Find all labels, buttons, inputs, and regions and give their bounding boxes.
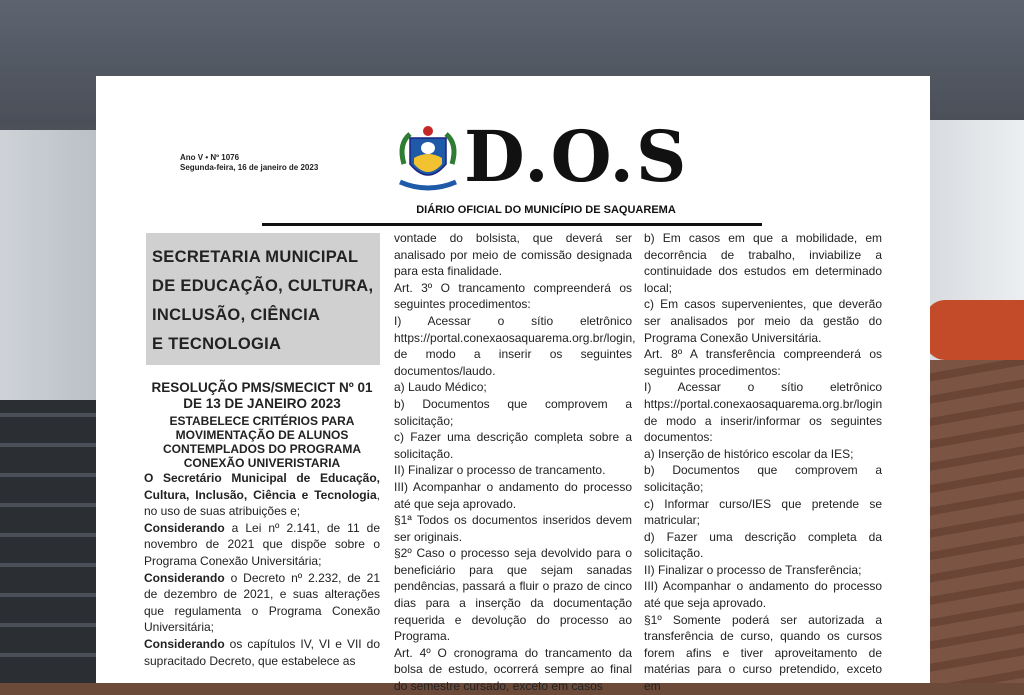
paragraph: a) Laudo Médico;: [394, 380, 487, 395]
resolution-intro: [144, 470, 380, 520]
considerando-text: o Decreto nº 2.232, de 21 de dezembro de 2021, e suas alterações que regulamenta o Programa Conexão Universitária;: [144, 570, 380, 635]
paragraph: I) Acessar o sítio eletrônico https://portal.conexaosaquarema.org.br/login, de modo a inserir os seguintes documentos/laudo.: [394, 313, 636, 378]
coffee-mug: [925, 300, 1024, 360]
paragraph: III) Acompanhar o andamento do processo até que seja aprovado.: [394, 479, 632, 511]
issue-info: [180, 153, 318, 173]
resolution-subtitle: ESTABELECE CRITÉRIOS PARA MOVIMENTAÇÃO DE ALUNOS CONTEMPLADOS DO PROGRAMA CONEXÃO UNIVERISTARIA: [163, 414, 361, 470]
paragraph: b) Documentos que comprovem a solicitação;: [394, 396, 632, 428]
paragraph: vontade do bolsista, que deverá ser analisado por meio de comissão designada para esta finalidade.: [394, 231, 632, 279]
column-3: [644, 230, 882, 695]
considerando-2: [144, 570, 380, 636]
paragraph: c) Fazer uma descrição completa sobre a solicitação.: [394, 430, 632, 461]
paragraph: c) Informar curso/IES que pretende se matricular;: [644, 496, 882, 528]
paragraph: §2º Caso o processo seja devolvido para o beneficiário para que sejam sanadas pendências, passará a fluir o prazo de cinco dias para a inserção da documentação requerida e devolução do processo ao Programa.: [394, 546, 632, 644]
considerando-label: Considerando: [144, 636, 225, 651]
paragraph: Art. 4º O cronograma do trancamento da bolsa de estudo, ocorrerá sempre ao final do semestre cursado, exceto em casos: [394, 645, 632, 694]
paragraph: Art. 8º A transferência compreenderá os seguintes procedimentos:: [644, 347, 882, 378]
column-1: [144, 380, 380, 669]
considerando-label: Considerando: [144, 570, 225, 585]
issue-date: Segunda-feira, 16 de janeiro de 2023: [180, 163, 319, 172]
paragraph: b) Documentos que comprovem a solicitação;: [644, 463, 882, 494]
column-2: [394, 230, 636, 695]
paragraph: d) Fazer uma descrição completa da solicitação.: [644, 529, 882, 561]
secretariat-box: [146, 233, 380, 365]
resolution-title: RESOLUÇÃO PMS/SMECICT Nº 01 DE 13 DE JANEIRO 2023: [151, 380, 373, 411]
secretariat-line: DE EDUCAÇÃO, CULTURA,: [152, 277, 374, 295]
newspaper-page: [96, 76, 930, 694]
considerando-label: Considerando: [144, 520, 225, 535]
paragraph: III) Acompanhar o andamento do processo até que seja aprovado.: [644, 579, 882, 611]
paragraph: II) Finalizar o processo de trancamento.: [394, 463, 606, 478]
paragraph: Art. 3º O trancamento compreenderá os seguintes procedimentos:: [394, 280, 632, 312]
masthead-divider: [262, 223, 762, 226]
masthead-subtitle: DIÁRIO OFICIAL DO MUNICÍPIO DE SAQUAREMA: [416, 204, 676, 216]
secretariat-line: INCLUSÃO, CIÊNCIA: [152, 306, 321, 324]
paragraph: I) Acessar o sítio eletrônico https://portal.conexaosaquarema.org.br/login de modo a inserir/informar os seguintes documentos:: [644, 380, 883, 445]
considerando-text: os capítulos IV, VI e VII do supracitado Decreto, que estabelece as: [144, 636, 380, 668]
issue-number: Ano V • Nº 1076: [180, 153, 240, 162]
laptop-keyboard: [0, 400, 100, 683]
secretariat-line: SECRETARIA MUNICIPAL: [152, 248, 359, 266]
secretariat-line: E TECNOLOGIA: [152, 335, 282, 353]
paragraph: §1ª Todos os documentos inseridos devem ser originais.: [394, 513, 632, 544]
paragraph: b) Em casos em que a mobilidade, em decorrência de trabalho, inviabilize a continuidade dos estudos em determinado local;: [644, 231, 882, 295]
paragraph: II) Finalizar o processo de Transferência;: [644, 562, 862, 577]
paragraph: §1º Somente poderá ser autorizada a transferência de curso, quando os cursos forem afins e tiver aproveitamento de matérias para o curso pretendido, exceto em: [644, 612, 882, 694]
considerando-3: [144, 636, 380, 669]
considerando-1: [144, 520, 380, 570]
coat-of-arms-icon: [396, 124, 460, 196]
wooden-table: [925, 360, 1024, 683]
intro-bold: O Secretário Municipal de Educação, Cultura, Inclusão, Ciência e Tecnologia: [144, 471, 380, 502]
paragraph: c) Em casos supervenientes, que deverão ser analisados por meio da gestão do Programa Conexão Universitária.: [644, 297, 882, 345]
paragraph: a) Inserção de histórico escolar da IES;: [644, 446, 854, 461]
masthead-title: D.O.S: [464, 115, 689, 198]
intro-text: , no uso de suas atribuições e;: [144, 487, 380, 519]
considerando-text: a Lei nº 2.141, de 11 de novembro de 2021 que dispõe sobre o Programa Conexão Universitária;: [144, 520, 380, 568]
